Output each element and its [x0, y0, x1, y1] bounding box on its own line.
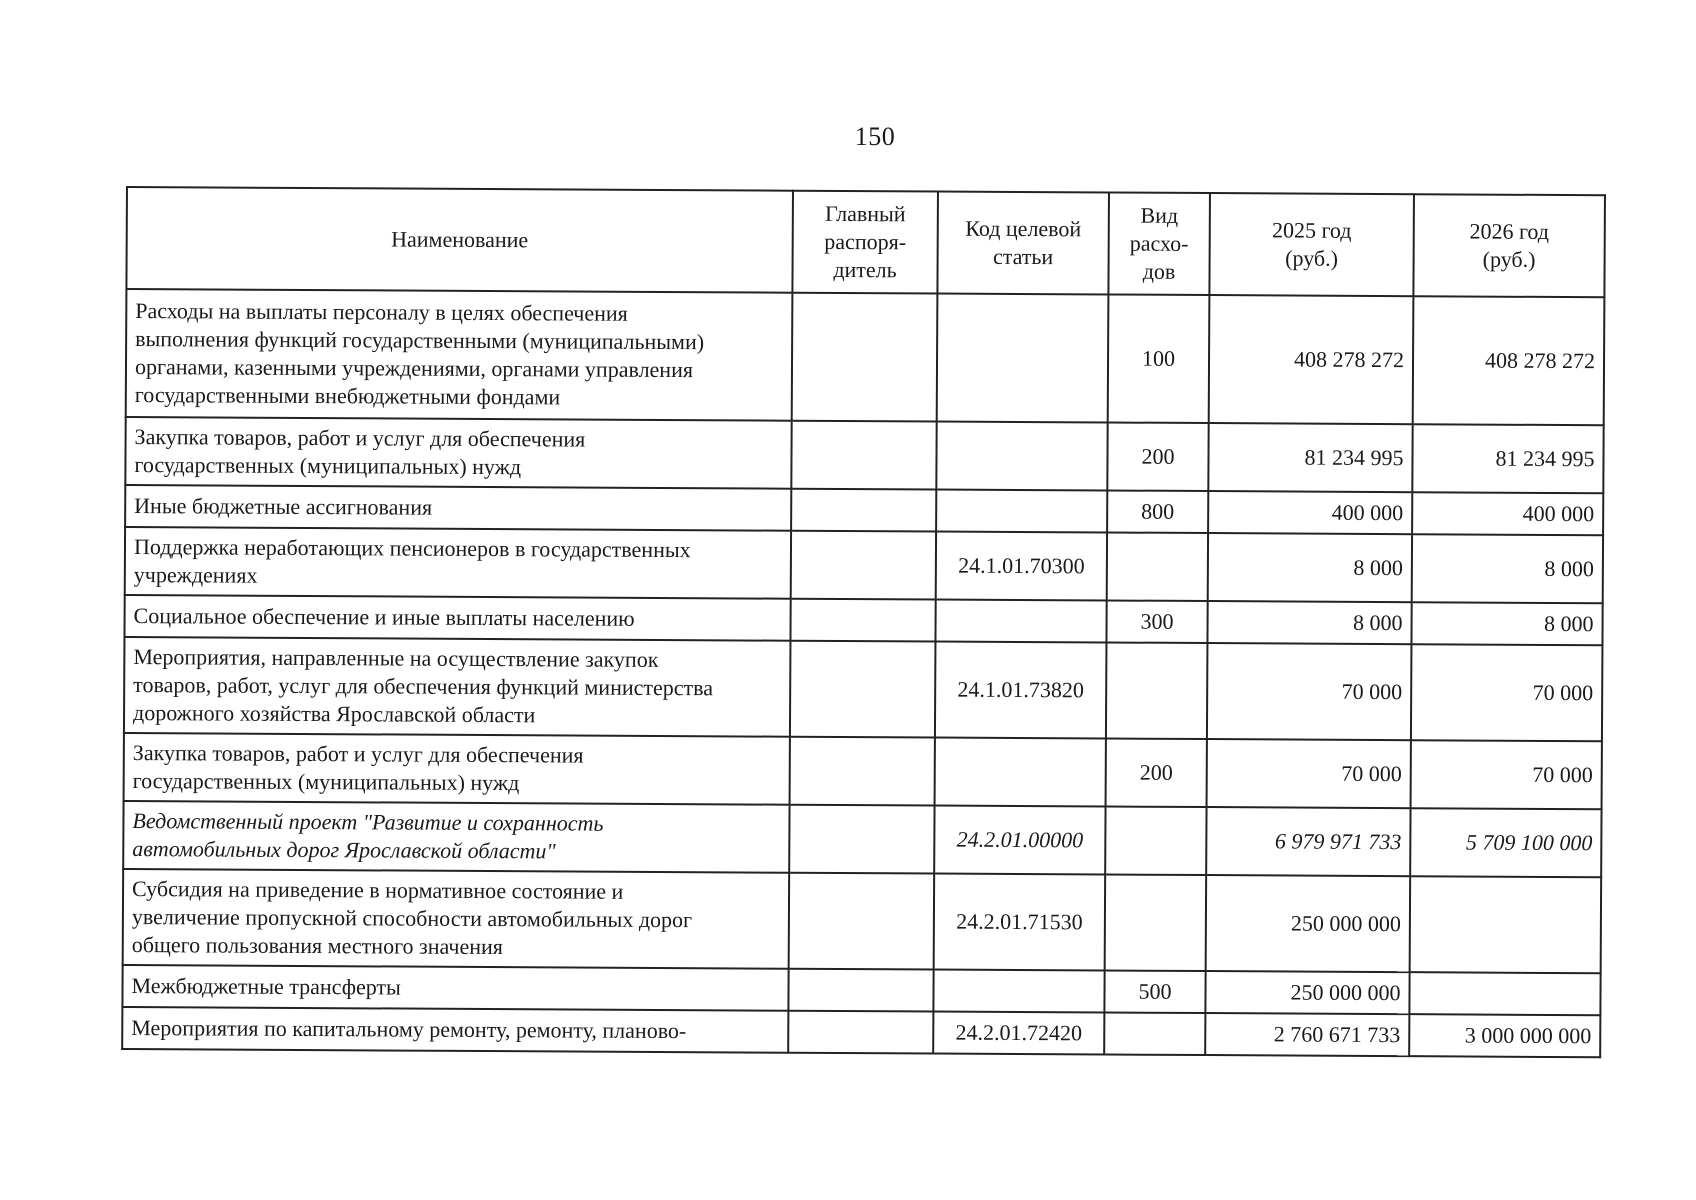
cell-name: Социальное обеспечение и иные выплаты населению — [124, 595, 790, 641]
cell-amount-2026: 3 000 000 000 — [1409, 1014, 1600, 1057]
cell-manager — [792, 293, 938, 422]
cell-expense-type — [1106, 642, 1208, 739]
cell-target-code — [936, 490, 1107, 533]
table-row — [124, 733, 1602, 809]
cell-name: Ведомственный проект "Развитие и сохранность автомобильных дорог Ярославской области" — [123, 801, 789, 873]
cell-manager — [791, 489, 936, 532]
table-header-row — [126, 187, 1605, 297]
cell-expense-type: 100 — [1108, 294, 1210, 423]
cell-amount-2025: 81 234 995 — [1208, 423, 1412, 492]
cell-amount-2026 — [1409, 972, 1600, 1015]
cell-expense-type: 200 — [1107, 422, 1208, 491]
cell-amount-2026: 8 000 — [1411, 602, 1602, 645]
header-year-2025: 2025 год (руб.) — [1209, 193, 1414, 296]
cell-expense-type: 500 — [1104, 970, 1205, 1013]
cell-expense-type — [1104, 1012, 1205, 1055]
budget-table — [121, 186, 1606, 1058]
cell-target-code: 24.1.01.73820 — [935, 642, 1107, 739]
cell-target-code: 24.2.01.00000 — [934, 806, 1105, 875]
cell-target-code — [937, 294, 1109, 423]
cell-manager — [788, 969, 933, 1012]
cell-name: Расходы на выплаты персоналу в целях обеспечения выполнения функций государственными (муниципальными) органами, казенными учреждениями, органами управления государственными внебюджетными фондами — [126, 289, 793, 421]
table-row — [126, 289, 1605, 425]
cell-name: Субсидия на приведение в нормативное состояние и увеличение пропускной способности автомобильных дорог общего пользования местного значения — [123, 869, 790, 969]
cell-amount-2025: 250 000 000 — [1206, 875, 1411, 972]
cell-manager — [790, 737, 935, 806]
cell-amount-2025: 408 278 272 — [1209, 295, 1414, 424]
cell-target-code — [935, 738, 1106, 807]
cell-amount-2026: 408 278 272 — [1413, 296, 1605, 425]
cell-name: Мероприятия, направленные на осуществление закупок товаров, работ, услуг для обеспечения функций министерства дорожного хозяйства Ярославской области — [124, 637, 791, 737]
cell-name: Иные бюджетные ассигнования — [125, 485, 791, 531]
cell-name: Закупка товаров, работ и услуг для обеспечения государственных (муниципальных) нужд — [125, 417, 791, 489]
header-manager: Главный распоря- дитель — [792, 191, 938, 294]
cell-amount-2026: 400 000 — [1412, 492, 1603, 535]
cell-amount-2025: 70 000 — [1207, 739, 1411, 808]
cell-expense-type: 300 — [1106, 600, 1207, 643]
cell-amount-2025: 70 000 — [1207, 643, 1412, 740]
cell-expense-type — [1105, 874, 1207, 971]
cell-expense-type: 800 — [1107, 490, 1208, 533]
cell-name: Мероприятия по капитальному ремонту, ремонту, планово- — [122, 1007, 788, 1053]
header-name: Наименование — [126, 187, 793, 293]
cell-manager — [790, 641, 936, 738]
cell-target-code: 24.1.01.70300 — [936, 532, 1107, 601]
cell-amount-2026: 70 000 — [1411, 740, 1602, 809]
table-row — [125, 527, 1603, 603]
cell-manager — [790, 599, 935, 642]
budget-table-container — [121, 186, 1604, 1058]
cell-manager — [791, 421, 936, 490]
cell-name: Поддержка неработающих пенсионеров в государственных учреждениях — [125, 527, 791, 599]
cell-amount-2025: 250 000 000 — [1205, 971, 1409, 1014]
cell-manager — [789, 873, 935, 970]
table-row — [125, 417, 1603, 493]
cell-amount-2025: 6 979 971 733 — [1206, 807, 1410, 876]
cell-name: Межбюджетные трансферты — [122, 965, 788, 1011]
header-code: Код целевой статьи — [937, 192, 1109, 295]
cell-amount-2025: 8 000 — [1207, 601, 1411, 644]
table-body — [122, 289, 1604, 1057]
cell-manager — [791, 531, 936, 600]
header-year-2026: 2026 год (руб.) — [1413, 194, 1605, 297]
header-vid: Вид расхо- дов — [1108, 192, 1210, 295]
cell-amount-2026: 8 000 — [1412, 534, 1603, 603]
cell-amount-2026 — [1410, 876, 1602, 973]
cell-target-code — [936, 422, 1107, 491]
cell-target-code: 24.2.01.72420 — [933, 1012, 1104, 1055]
cell-amount-2026: 70 000 — [1411, 644, 1603, 741]
cell-manager — [788, 1011, 933, 1054]
table-row — [122, 1007, 1600, 1057]
cell-amount-2026: 5 709 100 000 — [1410, 808, 1601, 877]
cell-amount-2025: 8 000 — [1208, 533, 1412, 602]
cell-expense-type — [1105, 806, 1206, 875]
cell-amount-2026: 81 234 995 — [1412, 424, 1603, 493]
cell-name: Закупка товаров, работ и услуг для обеспечения государственных (муниципальных) нужд — [124, 733, 790, 805]
cell-expense-type: 200 — [1106, 738, 1207, 807]
cell-target-code — [933, 970, 1104, 1013]
table-row — [123, 801, 1601, 877]
cell-expense-type — [1107, 532, 1208, 601]
cell-manager — [789, 805, 934, 874]
page-number: 150 — [854, 122, 896, 151]
cell-target-code: 24.2.01.71530 — [934, 874, 1106, 971]
cell-target-code — [935, 600, 1106, 643]
cell-amount-2025: 2 760 671 733 — [1205, 1013, 1409, 1056]
table-row — [124, 637, 1603, 741]
cell-amount-2025: 400 000 — [1208, 491, 1412, 534]
table-row — [123, 869, 1602, 973]
